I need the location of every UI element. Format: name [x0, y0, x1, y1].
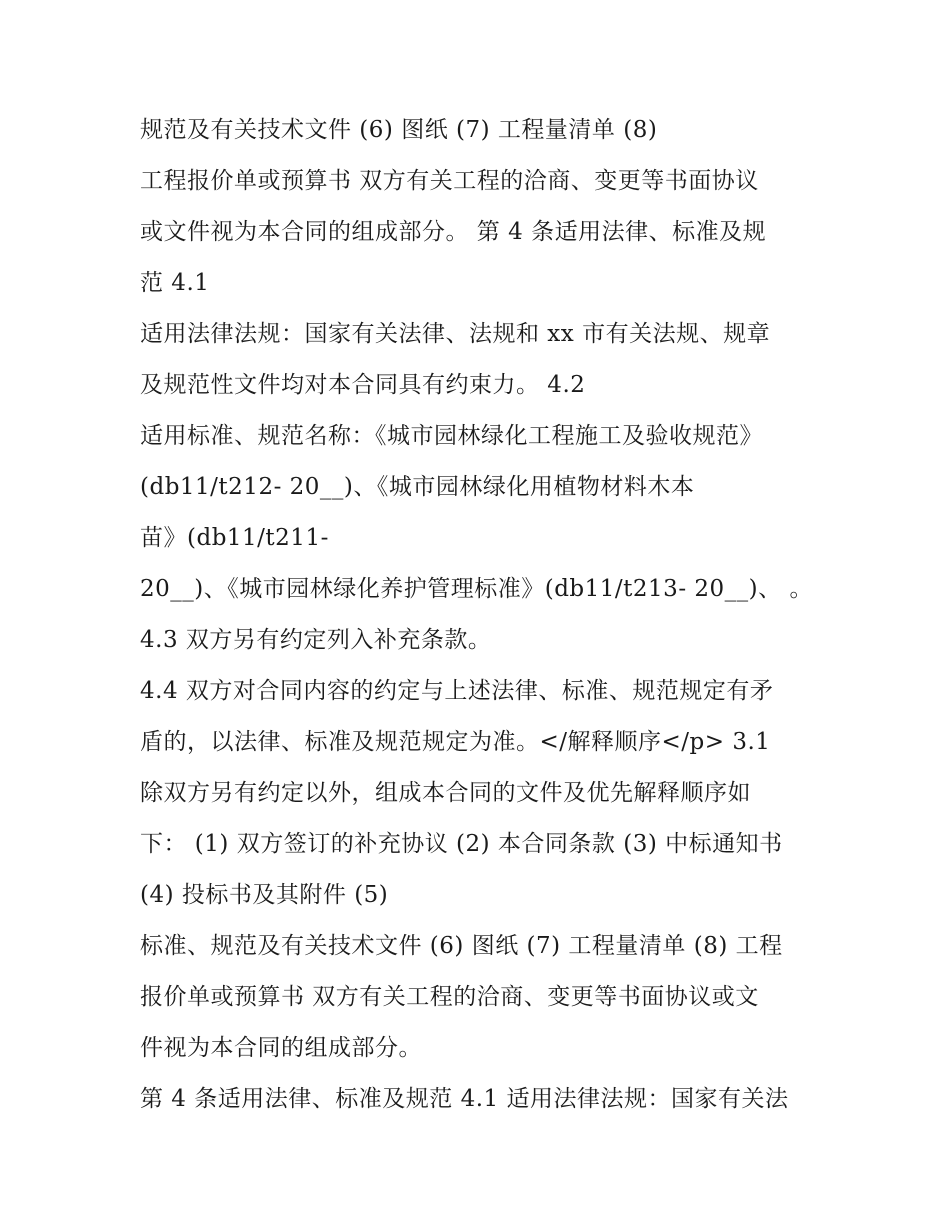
text-line: 标准、规范及有关技术文件 (6) 图纸 (7) 工程量清单 (8) 工程 — [140, 933, 783, 959]
text-line: 件视为本合同的组成部分。 — [140, 1035, 422, 1061]
text-line: 除双方另有约定以外，组成本合同的文件及优先解释顺序如 — [140, 780, 751, 806]
text-line: 规范及有关技术文件 (6) 图纸 (7) 工程量清单 (8) — [140, 117, 658, 143]
text-line: 苗》(db11/t211- — [140, 525, 329, 551]
text-line: 适用法律法规：国家有关法律、法规和 xx 市有关法规、规章 — [140, 321, 771, 347]
text-line: 报价单或预算书 双方有关工程的洽商、变更等书面协议或文 — [140, 984, 759, 1010]
text-line: 工程报价单或预算书 双方有关工程的洽商、变更等书面协议 — [140, 168, 759, 194]
text-line: 适用标准、规范名称：《城市园林绿化工程施工及验收规范》 — [140, 423, 763, 449]
text-line: 4.3 双方另有约定列入补充条款。 — [140, 627, 492, 653]
text-line: 第 4 条适用法律、标准及规范 4.1 适用法律法规：国家有关法 — [140, 1086, 789, 1112]
text-line: 下： (1) 双方签订的补充协议 (2) 本合同条款 (3) 中标通知书 — [140, 831, 783, 857]
text-line: 20__)、《城市园林绿化养护管理标准》(db11/t213- 20__)、 。 — [140, 576, 813, 602]
text-line: 范 4.1 — [140, 270, 210, 296]
text-line: 或文件视为本合同的组成部分。 第 4 条适用法律、标准及规 — [140, 219, 767, 245]
text-line: (4) 投标书及其附件 (5) — [140, 882, 389, 908]
text-line: 盾的，以法律、标准及规范规定为准。</解释顺序</p> 3.1 — [140, 729, 771, 755]
text-line: 4.4 双方对合同内容的约定与上述法律、标准、规范规定有矛 — [140, 678, 774, 704]
text-line: 及规范性文件均对本合同具有约束力。 4.2 — [140, 372, 586, 398]
text-line: (db11/t212- 20__)、《城市园林绿化用植物材料木本 — [140, 474, 695, 500]
